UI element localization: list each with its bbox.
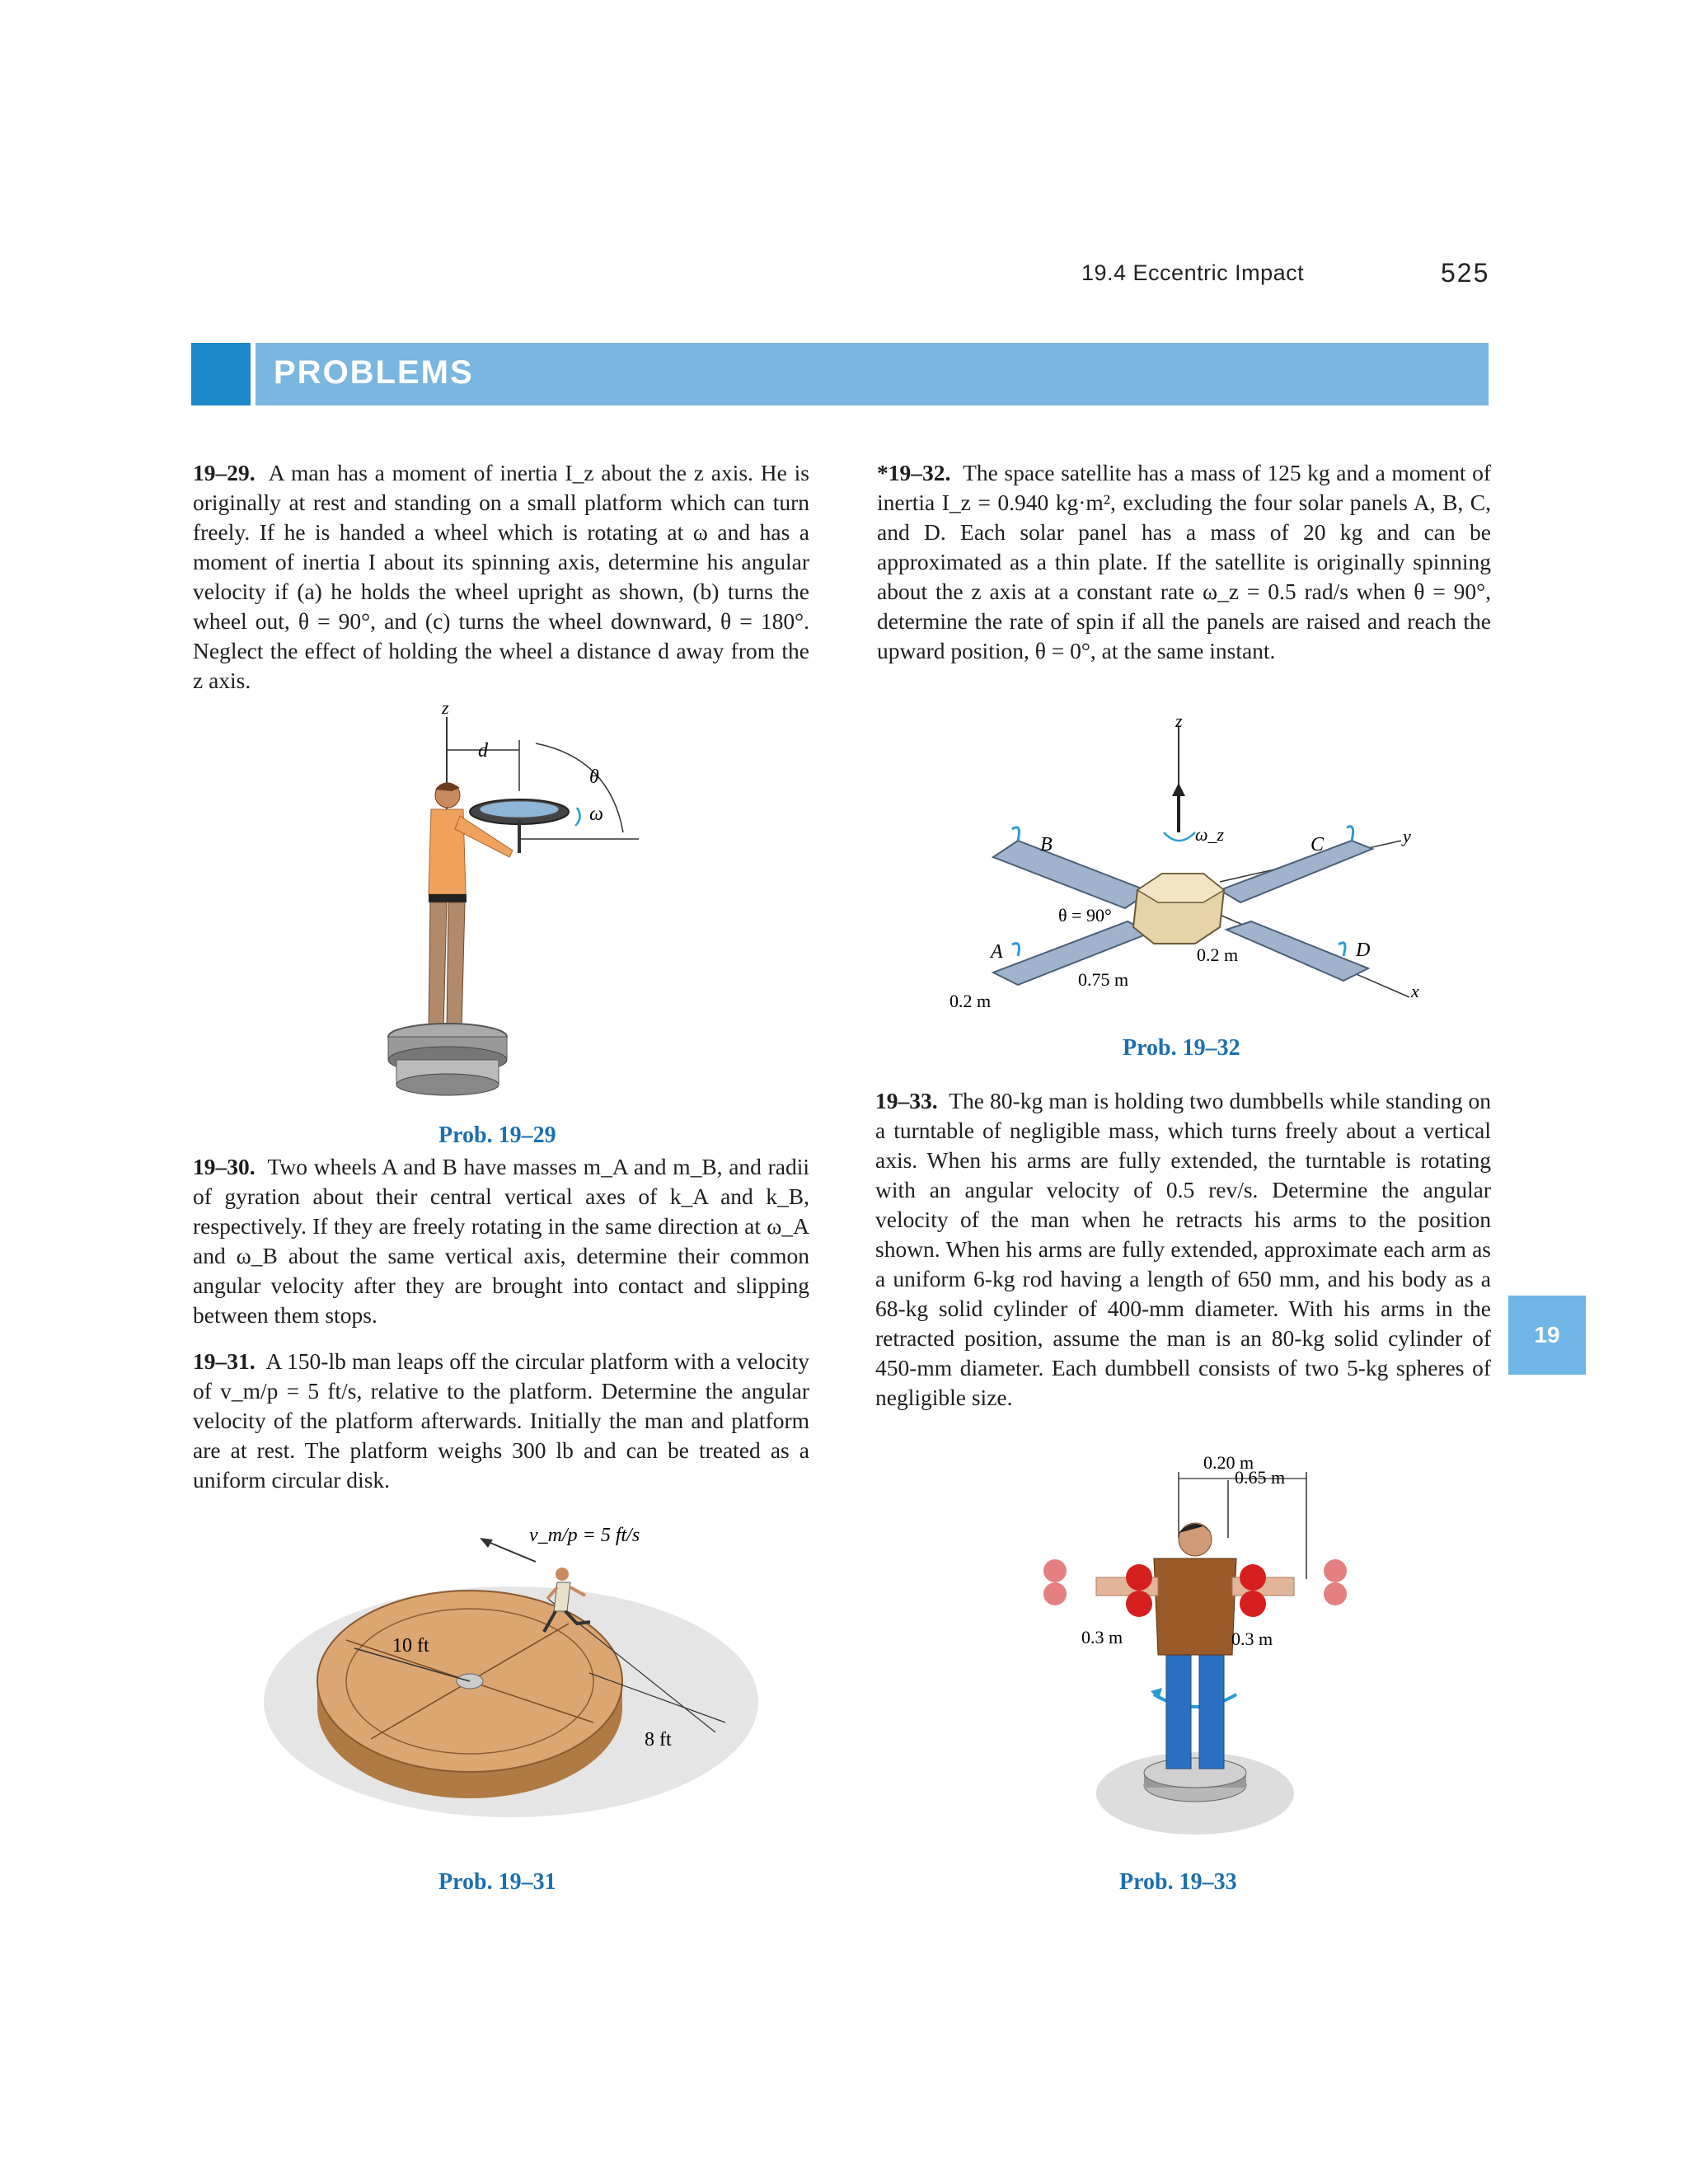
dim-0-2m-left: 0.2 m: [950, 991, 992, 1011]
problem-19-29: [193, 458, 809, 696]
panel-a-label: A: [991, 941, 1003, 963]
dim-0-2m-right: 0.2 m: [1197, 944, 1239, 965]
y-axis-label: y: [1403, 826, 1411, 846]
theta-90-label: θ = 90°: [1058, 905, 1112, 926]
dim-0-75m: 0.75 m: [1078, 969, 1129, 990]
omega-z-label: ω_z: [1195, 824, 1225, 845]
x-axis-label: x: [1411, 981, 1419, 1001]
dim-0-3m-left: 0.3 m: [1081, 1627, 1123, 1647]
panel-d-label: D: [1356, 940, 1371, 961]
running-head-section: 19.4 Eccentric Impact: [1081, 260, 1305, 285]
panel-b-label: B: [1040, 834, 1053, 855]
problem-text: The 80-kg man is holding two dumbbells while standing on a turntable of negligible mass, which turns freely about a vertical axis. When his arms are fully extended, the turntable is rotating with an angular velocity of 0.5 rev/s. Determine the angular velocity of the man when he retracts his arms to the position shown. When his arms are fully extended, approximate each arm as a uniform 6-kg rod having a length of 650 mm, and his body as a 68-kg solid cylinder of 400-mm diameter. With his arms in the retracted position, assume the man is an 80-kg solid cylinder of 450-mm diameter. Each dumbbell consists of two 5-kg spheres of negligible size.: [875, 1088, 1491, 1410]
caption-19-29: Prob. 19–29: [438, 1122, 556, 1148]
panel-c-label: C: [1311, 834, 1325, 855]
z-axis-label: z: [1175, 717, 1183, 731]
dim-0-20m: 0.20 m: [1203, 1452, 1254, 1473]
z-axis-label: z: [442, 701, 449, 718]
problem-number: *19–32.: [877, 460, 951, 485]
d-label: d: [478, 740, 488, 762]
page-number: 525: [1441, 258, 1490, 288]
figure-19-29: [363, 701, 659, 1104]
radius-8ft-label: 8 ft: [645, 1729, 672, 1750]
chapter-tab: 19: [1508, 1296, 1586, 1375]
problem-number: 19–29.: [193, 460, 256, 485]
caption-19-31: Prob. 19–31: [438, 1869, 556, 1895]
problem-text: A man has a moment of inertia I_z about the z axis. He is originally at rest and standing on a small platform which can turn freely. If he is handed a wheel which is rotating at ω and has a moment of inertia I about its spinning axis, determine his angular velocity if (a) he holds the wheel upright as shown, (b) turns the wheel out, θ = 90°, and (c) turns the wheel downward, θ = 180°. Neglect the effect of holding the wheel a distance d away from the z axis.: [193, 460, 810, 693]
problem-number: 19–31.: [193, 1348, 256, 1374]
banner-square: [191, 343, 251, 405]
caption-19-33: Prob. 19–33: [1119, 1869, 1237, 1895]
figure-19-32: [940, 717, 1434, 1022]
velocity-label: v_m/p = 5 ft/s: [529, 1525, 640, 1546]
banner-title: PROBLEMS: [274, 354, 474, 391]
problem-text: The space satellite has a mass of 125 kg and a moment of inertia I_z = 0.940 kg·m², excluding the four solar panels A, B, C, and D. Each solar panel has a mass of 20 kg and can be approximated as a thin plate. If the satellite is originally spinning about the z axis at a constant rate ω_z = 0.5 rad/s when θ = 90°, determine the rate of spin if all the panels are raised and reach the upward position, θ = 0°, at the same instant.: [877, 460, 1492, 663]
problem-19-33: [875, 1086, 1491, 1413]
problem-number: 19–33.: [875, 1088, 938, 1113]
omega-label: ω: [589, 804, 603, 825]
problem-19-31: [193, 1347, 809, 1495]
problem-number: 19–30.: [193, 1154, 256, 1179]
caption-19-32: Prob. 19–32: [1123, 1035, 1240, 1061]
figure-19-31: [264, 1516, 791, 1821]
figure-19-33: [1030, 1447, 1368, 1851]
radius-10ft-label: 10 ft: [392, 1635, 429, 1657]
theta-label: θ: [589, 766, 599, 788]
problems-banner: [191, 343, 1489, 405]
dim-0-65m: 0.65 m: [1235, 1467, 1286, 1488]
problem-19-30: [193, 1152, 809, 1330]
problem-19-32: [877, 458, 1491, 666]
problem-text: Two wheels A and B have masses m_A and m_B, and radii of gyration about their central vertical axes of k_A and k_B, respectively. If they are freely rotating in the same direction at ω_A and ω_B about the same vertical axis, determine their common angular velocity after they are brought into contact and slipping between them stops.: [193, 1154, 809, 1328]
problem-text: A 150-lb man leaps off the circular platform with a velocity of v_m/p = 5 ft/s, relative to the platform. Determine the angular velocity of the platform afterwards. Initially the man and platform are at rest. The platform weighs 300 lb and can be treated as a uniform circular disk.: [193, 1348, 809, 1493]
dim-0-3m-right: 0.3 m: [1231, 1629, 1273, 1649]
